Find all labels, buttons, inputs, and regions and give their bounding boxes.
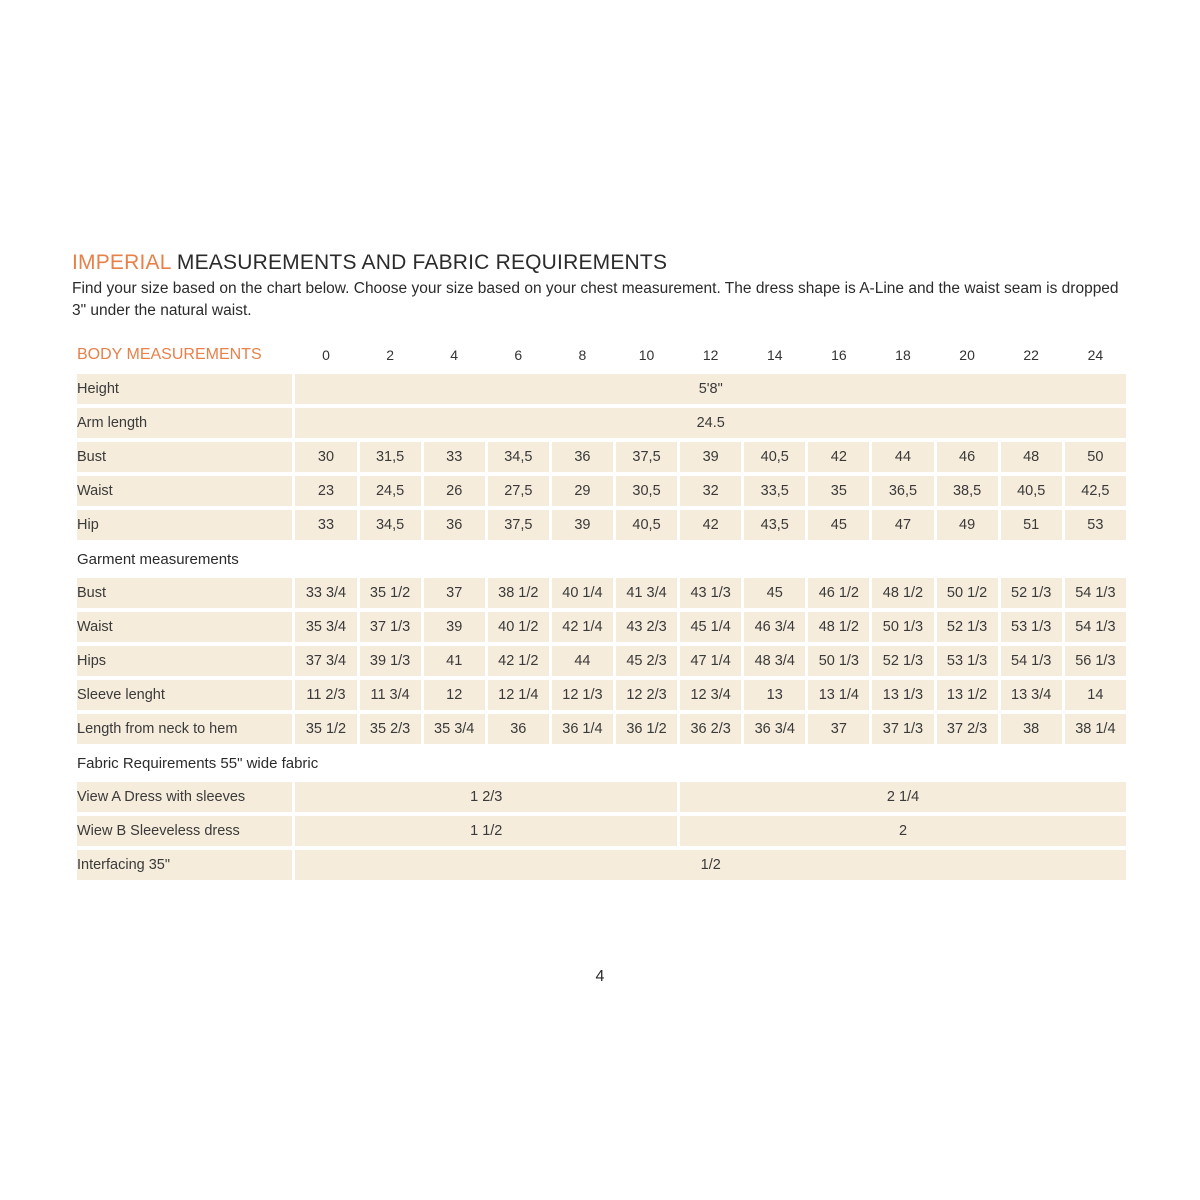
table-cell: 48 3/4: [744, 646, 805, 676]
table-cell: 54 1/3: [1065, 612, 1126, 642]
table-cell: 33: [295, 510, 356, 540]
table-cell: 46 1/2: [808, 578, 869, 608]
table-cell: 36 1/4: [552, 714, 613, 744]
row-label: Length from neck to hem: [77, 714, 292, 744]
table-cell: 13 3/4: [1001, 680, 1062, 710]
size-header-row: [77, 340, 1126, 370]
table-cell: 29: [552, 476, 613, 506]
table-cell: 1 2/3: [295, 782, 677, 812]
table-cell: 53 1/3: [1001, 612, 1062, 642]
table-cell: 35 2/3: [360, 714, 421, 744]
table-cell: 52 1/3: [937, 612, 998, 642]
row-label: Wiew B Sleeveless dress: [77, 816, 292, 846]
table-cell: 34,5: [360, 510, 421, 540]
row-label: Height: [77, 374, 292, 404]
table-cell: 43,5: [744, 510, 805, 540]
table-cell: 43 1/3: [680, 578, 741, 608]
table-cell: 45 2/3: [616, 646, 677, 676]
table-cell: 39: [424, 612, 485, 642]
table-cell: 35: [808, 476, 869, 506]
size-header: 24: [1087, 347, 1104, 363]
table-cell: 45: [744, 578, 805, 608]
table-row: [77, 442, 1126, 472]
table-cell: 13 1/2: [937, 680, 998, 710]
table-cell: 36 3/4: [744, 714, 805, 744]
table-cell: 49: [937, 510, 998, 540]
section-row: [77, 748, 1126, 778]
table-cell: 1 1/2: [295, 816, 677, 846]
table-cell: 38,5: [937, 476, 998, 506]
table-cell: 33,5: [744, 476, 805, 506]
table-cell: 35 1/2: [360, 578, 421, 608]
table-cell: 35 1/2: [295, 714, 356, 744]
table-cell: 37: [424, 578, 485, 608]
table-cell: 40,5: [616, 510, 677, 540]
table-cell: 53 1/3: [937, 646, 998, 676]
table-cell: 30,5: [616, 476, 677, 506]
table-cell: 42: [680, 510, 741, 540]
size-header: 2: [386, 347, 394, 363]
size-header: 4: [450, 347, 459, 363]
table-cell: 44: [552, 646, 613, 676]
table-cell: 31,5: [360, 442, 421, 472]
section-row: [77, 544, 1126, 574]
size-header: 22: [1023, 347, 1039, 363]
row-label: Hip: [77, 510, 292, 540]
table-cell: 24,5: [360, 476, 421, 506]
row-label: Bust: [77, 578, 292, 608]
table-cell: 23: [295, 476, 356, 506]
table-row: [77, 680, 1126, 710]
table-row: [77, 714, 1126, 744]
table-cell: 38 1/4: [1065, 714, 1126, 744]
table-cell: 42 1/4: [552, 612, 613, 642]
table-row: [77, 612, 1126, 642]
table-cell: 42: [808, 442, 869, 472]
table-cell: 47 1/4: [680, 646, 741, 676]
table-cell: 26: [424, 476, 485, 506]
table-cell: 46: [937, 442, 998, 472]
table-cell: 2 1/4: [680, 782, 1126, 812]
table-cell: 13 1/3: [872, 680, 933, 710]
table-row: [77, 408, 1126, 438]
table-cell: 13 1/4: [808, 680, 869, 710]
table-cell: 40,5: [744, 442, 805, 472]
table-cell: 50 1/3: [808, 646, 869, 676]
row-label: Arm length: [77, 408, 292, 438]
row-label: Interfacing 35": [77, 850, 292, 880]
page-number: 4: [595, 968, 605, 985]
table-cell: 52 1/3: [1001, 578, 1062, 608]
table-cell: 36: [488, 714, 549, 744]
table-cell: 33: [424, 442, 485, 472]
table-cell: 39 1/3: [360, 646, 421, 676]
table-cell: 42 1/2: [488, 646, 549, 676]
intro-text: Find your size based on the chart below. Choose your size based on your chest measurement. The dress shape is A-Line and the waist seam is dropped 3" under the natural waist.: [72, 280, 1119, 319]
table-cell: 39: [680, 442, 741, 472]
table-cell: 36: [552, 442, 613, 472]
table-cell: 12 1/3: [552, 680, 613, 710]
table-cell: 12 3/4: [680, 680, 741, 710]
size-header: 8: [578, 347, 587, 363]
table-cell: 40 1/4: [552, 578, 613, 608]
table-cell: 13: [744, 680, 805, 710]
garment-section-heading: Garment measurements: [77, 550, 239, 568]
table-row: [77, 578, 1126, 608]
table-cell: 12 2/3: [616, 680, 677, 710]
size-header: 0: [322, 347, 330, 363]
table-cell: 37: [808, 714, 869, 744]
table-cell: 24.5: [295, 408, 1126, 438]
size-header: 12: [702, 347, 719, 363]
table-cell: 41 3/4: [616, 578, 677, 608]
row-label: Bust: [77, 442, 292, 472]
size-chart-table: [74, 336, 1129, 884]
table-cell: 37 1/3: [360, 612, 421, 642]
table-cell: 47: [872, 510, 933, 540]
table-cell: 36 2/3: [680, 714, 741, 744]
table-cell: 11 2/3: [295, 680, 356, 710]
table-cell: 48 1/2: [872, 578, 933, 608]
table-cell: 37,5: [616, 442, 677, 472]
table-cell: 40 1/2: [488, 612, 549, 642]
table-cell: 54 1/3: [1065, 578, 1126, 608]
table-row: [77, 510, 1126, 540]
size-header: 16: [831, 347, 847, 363]
table-cell: 50 1/2: [937, 578, 998, 608]
size-chart-body: [77, 374, 1126, 880]
table-cell: 36,5: [872, 476, 933, 506]
row-label: View A Dress with sleeves: [77, 782, 292, 812]
table-cell: 42,5: [1065, 476, 1126, 506]
table-cell: 5'8": [295, 374, 1126, 404]
row-label: Hips: [77, 646, 292, 676]
table-row: [77, 782, 1126, 812]
table-cell: 38 1/2: [488, 578, 549, 608]
page-header: [72, 250, 1132, 322]
table-cell: 45 1/4: [680, 612, 741, 642]
table-cell: 39: [552, 510, 613, 540]
table-cell: 30: [295, 442, 356, 472]
table-row: [77, 646, 1126, 676]
table-cell: 36 1/2: [616, 714, 677, 744]
table-cell: 44: [872, 442, 933, 472]
table-cell: 36: [424, 510, 485, 540]
size-header: 6: [514, 347, 523, 363]
table-cell: 48: [1001, 442, 1062, 472]
page-title: [72, 250, 1132, 276]
table-cell: 37,5: [488, 510, 549, 540]
table-cell: 11 3/4: [360, 680, 421, 710]
table-cell: 38: [1001, 714, 1062, 744]
table-cell: 33 3/4: [295, 578, 356, 608]
size-header: 20: [959, 347, 975, 363]
title-rest: MEASUREMENTS AND FABRIC REQUIREMENTS: [170, 251, 668, 274]
table-cell: 43 2/3: [616, 612, 677, 642]
table-cell: 45: [808, 510, 869, 540]
table-cell: 50 1/3: [872, 612, 933, 642]
size-header: 14: [766, 347, 783, 363]
table-cell: 14: [1065, 680, 1126, 710]
size-header: 10: [638, 347, 655, 363]
table-row: [77, 850, 1126, 880]
fabric-section-heading: Fabric Requirements 55" wide fabric: [77, 754, 319, 772]
table-cell: 35 3/4: [295, 612, 356, 642]
size-header: 18: [895, 347, 911, 363]
table-cell: 40,5: [1001, 476, 1062, 506]
table-cell: 2: [680, 816, 1126, 846]
table-cell: 12: [424, 680, 485, 710]
table-cell: 37 2/3: [937, 714, 998, 744]
table-cell: 1/2: [295, 850, 1126, 880]
table-cell: 48 1/2: [808, 612, 869, 642]
table-cell: 52 1/3: [872, 646, 933, 676]
table-cell: 46 3/4: [744, 612, 805, 642]
table-row: [77, 374, 1126, 404]
row-label: Waist: [77, 476, 292, 506]
table-cell: 35 3/4: [424, 714, 485, 744]
row-label: Waist: [77, 612, 292, 642]
table-cell: 51: [1001, 510, 1062, 540]
row-label: Sleeve lenght: [77, 680, 292, 710]
table-cell: 41: [424, 646, 485, 676]
table-row: [77, 476, 1126, 506]
title-accent: IMPERIAL: [72, 251, 171, 274]
table-cell: 53: [1065, 510, 1126, 540]
table-cell: 12 1/4: [488, 680, 549, 710]
table-cell: 50: [1065, 442, 1126, 472]
table-cell: 27,5: [488, 476, 549, 506]
table-cell: 56 1/3: [1065, 646, 1126, 676]
table-cell: 37 3/4: [295, 646, 356, 676]
table-cell: 32: [680, 476, 741, 506]
body-measurements-heading: BODY MEASUREMENTS: [77, 346, 262, 363]
table-cell: 37 1/3: [872, 714, 933, 744]
table-cell: 34,5: [488, 442, 549, 472]
table-row: [77, 816, 1126, 846]
table-cell: 54 1/3: [1001, 646, 1062, 676]
